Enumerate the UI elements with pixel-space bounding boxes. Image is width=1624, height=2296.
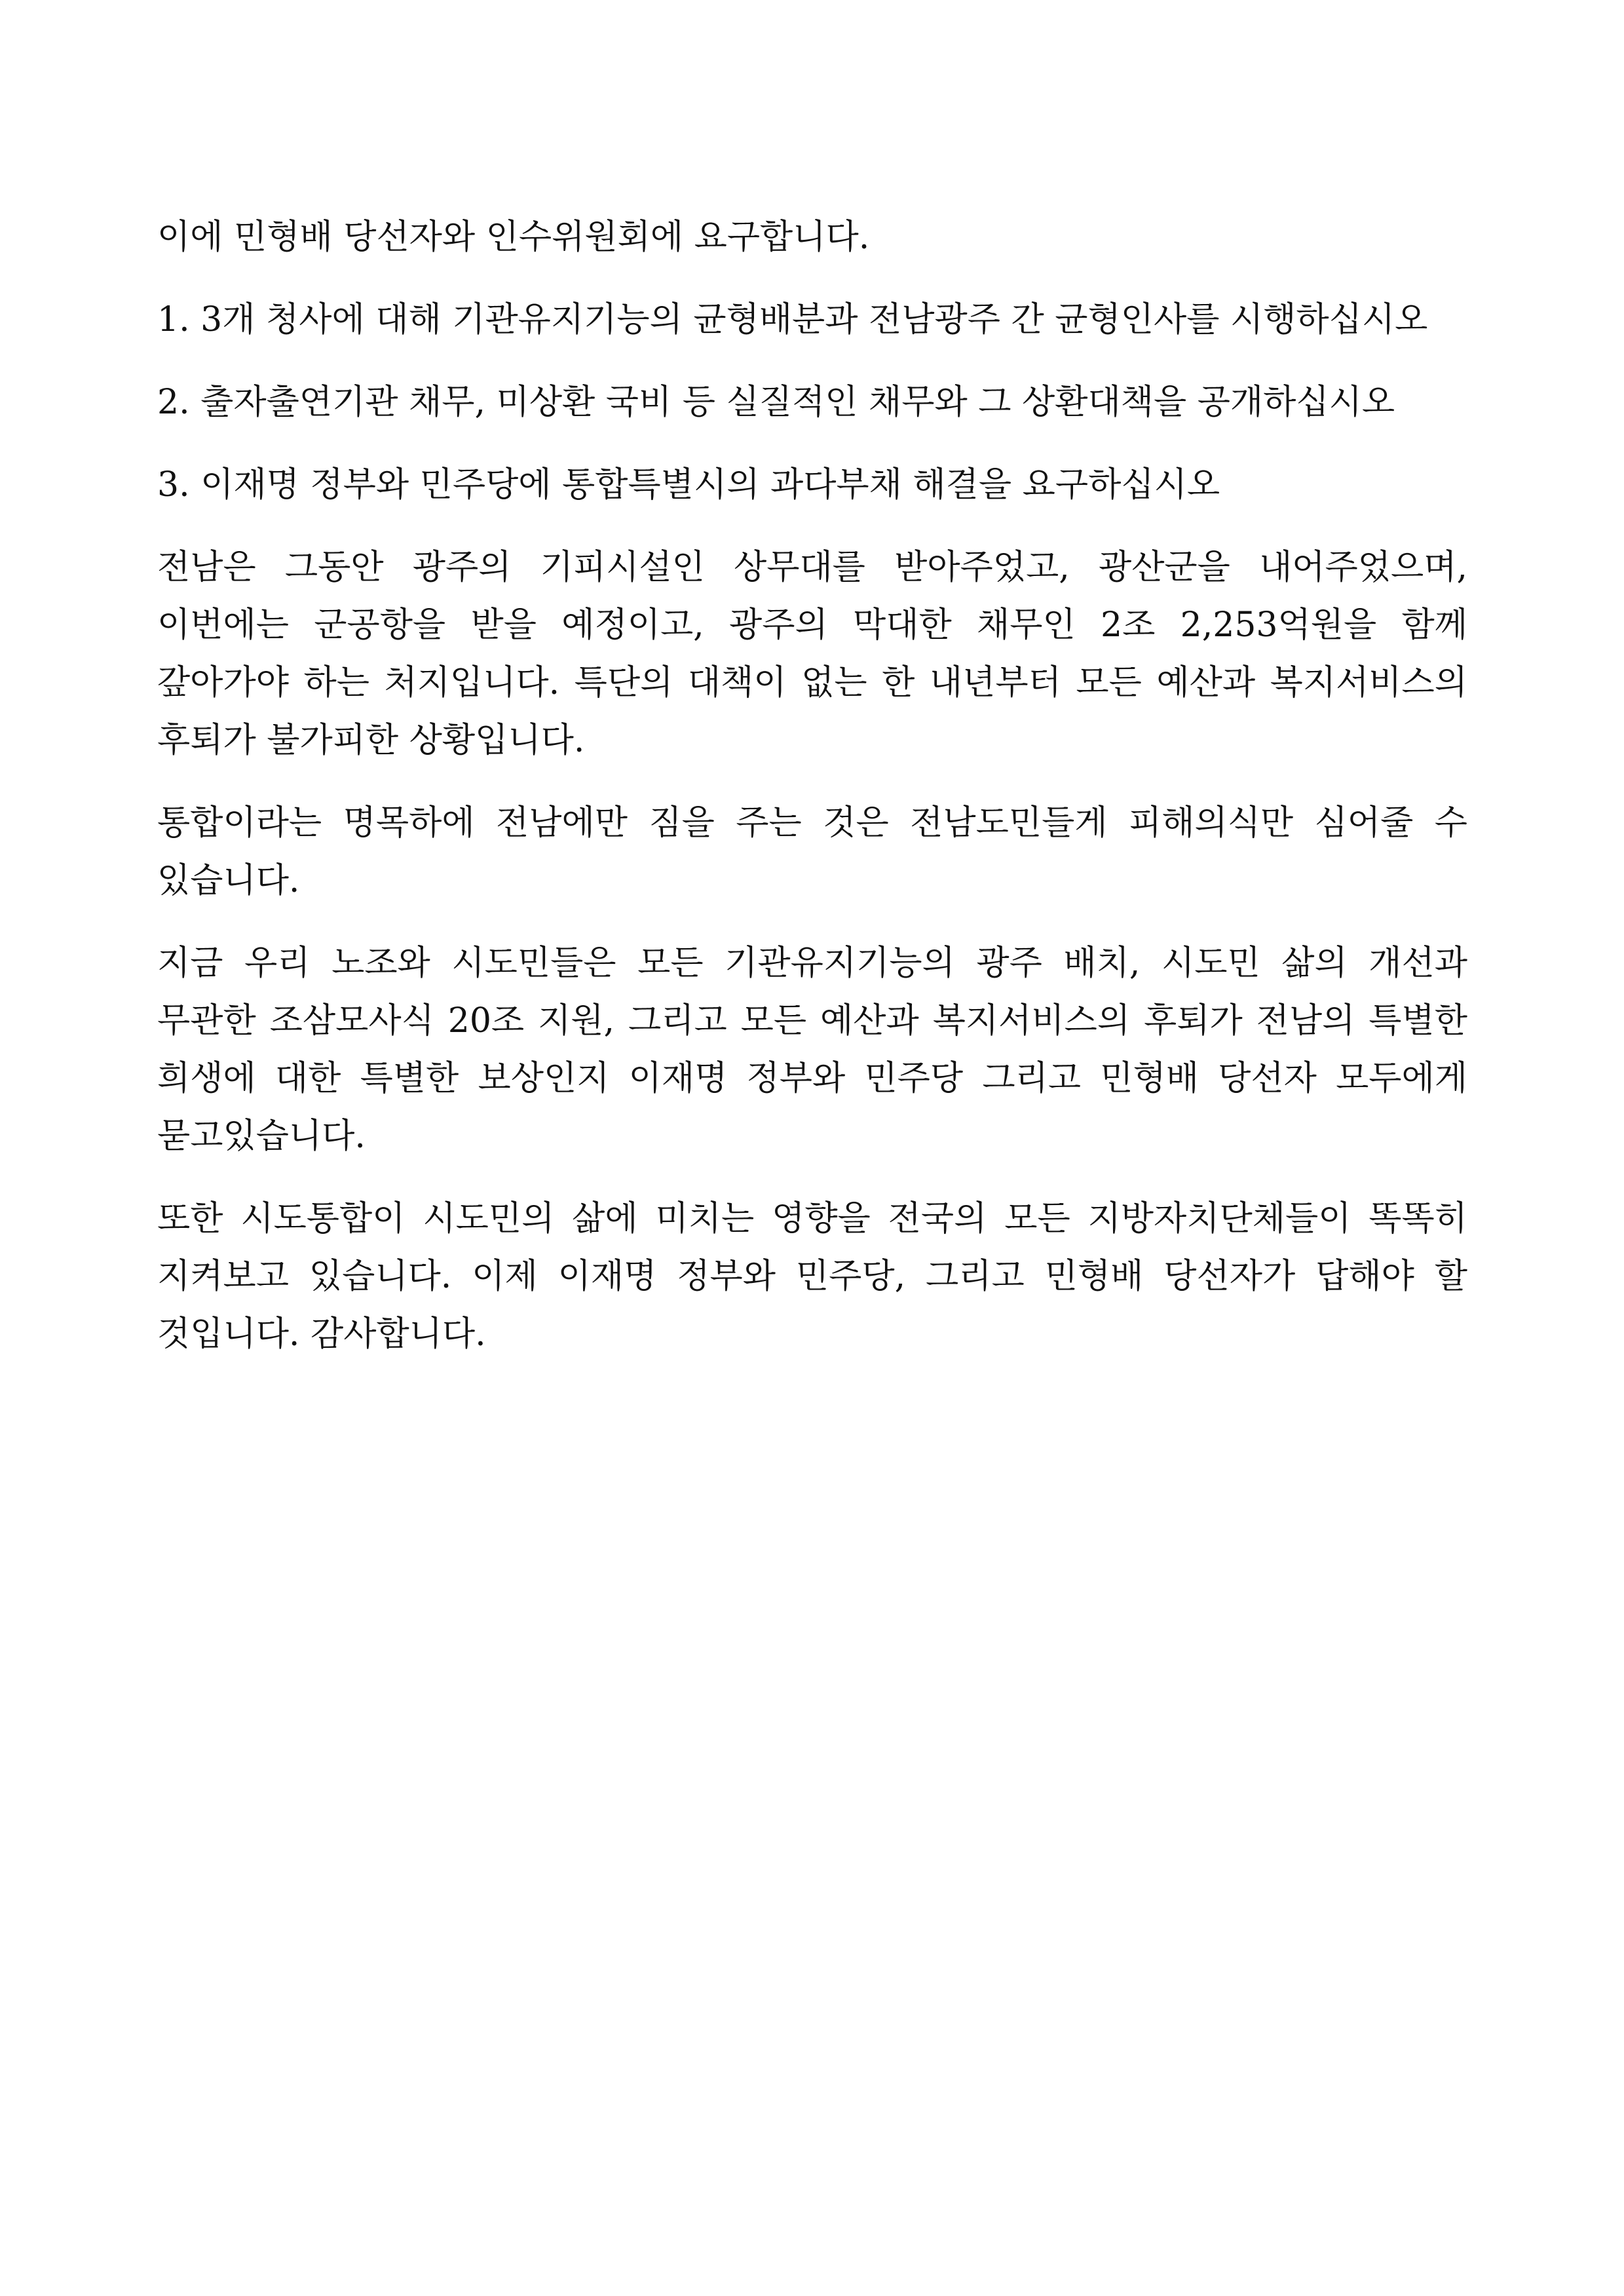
demand-list	[157, 291, 1467, 514]
body-paragraph-2: 통합이라는 명목하에 전남에만 짐을 주는 것은 전남도민들게 피해의식만 심어줄 수 있습니다.	[157, 803, 1467, 900]
demand-item-2: 2. 출자출연기관 채무, 미상환 국비 등 실질적인 채무와 그 상환대책을 공개하십시오	[157, 383, 1395, 422]
intro-paragraph: 이에 민형배 당선자와 인수위원회에 요구합니다.	[157, 218, 870, 257]
document-body	[157, 208, 1467, 1388]
demand-item-3: 3. 이재명 정부와 민주당에 통합특별시의 과다부채 해결을 요구하십시오	[157, 465, 1220, 505]
demand-item-1: 1. 3개 청사에 대해 기관유지기능의 균형배분과 전남광주 간 균형인사를 시행하십시오	[157, 300, 1428, 339]
body-paragraph-1: 전남은 그동안 광주의 기피시설인 상무대를 받아주었고, 광산군을 내어주었으며, 이번에는 군공항을 받을 예정이고, 광주의 막대한 채무인 2조 2,253억원을 함께 갚아가야 하는 처지입니다. 특단의 대책이 없는 한 내년부터 모든 예산과 복지서비스의 후퇴가 불가피한 상황입니다.	[157, 548, 1467, 760]
body-paragraph-4: 또한 시도통합이 시도민의 삶에 미치는 영향을 전국의 모든 지방자치단체들이 똑똑히 지켜보고 있습니다. 이제 이재명 정부와 민주당, 그리고 민형배 당선자가 답해야 할 것입니다. 감사합니다.	[157, 1199, 1467, 1354]
body-paragraph-3: 지금 우리 노조와 시도민들은 모든 기관유지기능의 광주 배치, 시도민 삶의 개선과 무관한 조삼모사식 20조 지원, 그리고 모든 예산과 복지서비스의 후퇴가 전남의 특별한 희생에 대한 특별한 보상인지 이재명 정부와 민주당 그리고 민형배 당선자 모두에게 묻고있습니다.	[157, 944, 1467, 1156]
